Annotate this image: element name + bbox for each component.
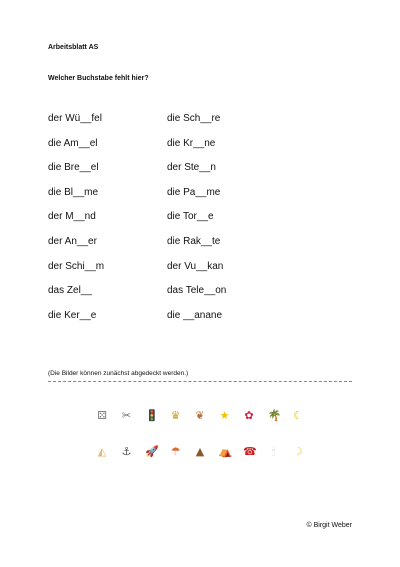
word-item: der An__er xyxy=(48,235,97,247)
cake-icon: ◭ xyxy=(97,445,107,458)
palm-tree-icon: 🌴 xyxy=(267,409,282,422)
dashed-divider xyxy=(48,381,352,382)
word-row xyxy=(48,137,308,162)
word-item: die Bl__me xyxy=(48,186,99,198)
word-row xyxy=(48,309,308,334)
word-item: die Pa__me xyxy=(167,186,221,198)
word-item: die __anane xyxy=(167,309,223,321)
word-list xyxy=(48,112,308,333)
banana-icon: ☽ xyxy=(293,445,303,458)
star-icon: ★ xyxy=(219,409,230,422)
rocket-icon: 🚀 xyxy=(145,445,159,458)
volcano-icon: ▲ xyxy=(195,445,205,458)
word-item: die Kr__ne xyxy=(167,137,216,149)
tent-icon: ⛺ xyxy=(218,445,233,458)
dice-icon: ⚄ xyxy=(97,409,107,422)
word-item: die Tor__e xyxy=(167,211,214,223)
worksheet-title: Arbeitsblatt AS xyxy=(48,44,99,51)
anchor-icon: ⚓ xyxy=(121,445,132,458)
cover-note: (Die Bilder können zunächst abgedeckt werden.) xyxy=(48,370,189,377)
word-item: der Ste__n xyxy=(167,162,216,174)
picture-row xyxy=(96,410,317,422)
telephone-icon: ☎ xyxy=(243,445,257,458)
candle-icon: 🕯 xyxy=(271,445,276,458)
scissors-icon: ✂ xyxy=(121,409,132,422)
word-row xyxy=(48,186,308,211)
traffic-light-icon: 🚦 xyxy=(145,409,159,422)
flower-icon: ✿ xyxy=(244,409,254,422)
word-row xyxy=(48,210,308,235)
word-item: die Ker__e xyxy=(48,309,97,321)
word-row xyxy=(48,284,308,309)
word-item: die Bre__el xyxy=(48,162,99,174)
word-item: der Wü__fel xyxy=(48,113,102,124)
word-row xyxy=(48,161,308,186)
word-row xyxy=(48,260,308,285)
moon-icon: ☾ xyxy=(293,409,303,422)
word-item: der M__nd xyxy=(48,211,96,223)
word-row xyxy=(48,112,308,137)
word-item: das Zel__ xyxy=(48,285,92,297)
word-item: die Am__el xyxy=(48,137,98,149)
pretzel-icon: ❦ xyxy=(195,409,205,422)
word-item: die Sch__re xyxy=(167,113,221,124)
word-item: das Tele__on xyxy=(167,285,227,297)
worksheet-question: Welcher Buchstabe fehlt hier? xyxy=(48,75,149,82)
word-item: der Vu__kan xyxy=(167,260,224,272)
umbrella-icon: ☂ xyxy=(170,445,181,458)
copyright-notice: © Birgit Weber xyxy=(306,522,352,529)
word-item: der Schi__m xyxy=(48,260,105,272)
word-row xyxy=(48,235,308,260)
picture-row xyxy=(96,446,317,458)
crown-icon: ♛ xyxy=(170,409,181,422)
word-item: die Rak__te xyxy=(167,235,221,247)
